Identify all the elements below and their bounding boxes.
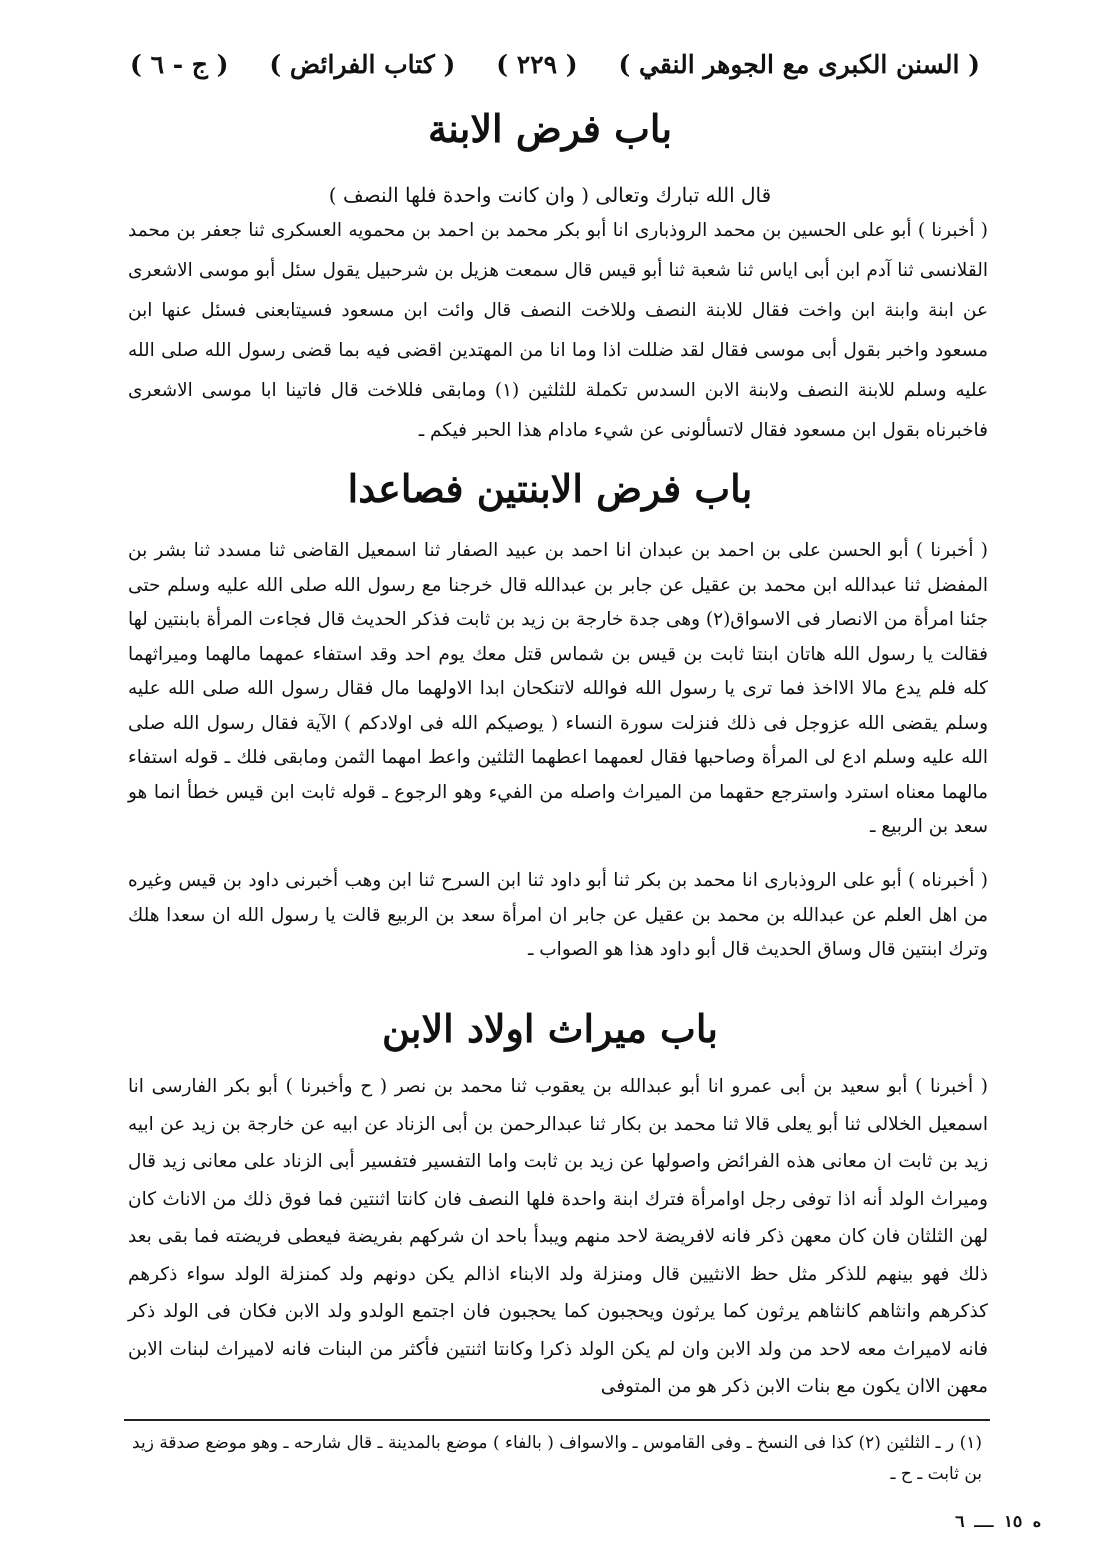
- quran-verse: قال الله تبارك وتعالى ( وان كانت واحدة فلها النصف ): [328, 183, 772, 207]
- paragraph: ( أخبرنا ) أبو الحسن على بن احمد بن عبدان انا احمد بن عبيد الصفار ثنا اسمعيل القاضى ثنا مسدد ثنا بشر بن المفضل ثنا عبدالله ابن محمد بن عقيل عن جابر بن عبدالله قال خرجنا مع رسول الله صلى الله عليه وسلم حتى جئنا امرأة من الانصار فى الاسواق(٢) وهى جدة خارجة بن زيد بن ثابت فذكر الحديث قال فجاءت المرأة بابنتين لها فقالت يا رسول الله هاتان ابنتا ثابت بن قيس بن شماس قتل معك يوم احد وقد استفاء عمهما مالهما وميراثهما كله فلم يدع مالا الااخذ فما ترى يا رسول الله فوالله لاتنكحان ابدا الاولهما مال فقال رسول الله صلى الله عليه وسلم يقضى الله عزوجل فى ذلك فنزلت سورة النساء ( يوصيكم الله فى اولادكم ) الآية فقال رسول الله صلى الله عليه وسلم ادع لى المرأة وصاحبها فقال لعمهما اعطهما الثلثين واعط امهما الثمن ومابقى فلك ـ قوله استفاء مالهما معناه استرد واسترجع حقهما من الميراث واصله من الفيء وهو الرجوع ـ قوله ثابت ابن قيس خطأ انما هو سعد بن الربيع ـ: [128, 540, 989, 837]
- section-title: باب فرض الابنة: [427, 106, 673, 151]
- footnote-separator: [124, 1419, 990, 1421]
- footnotes: (١) ر ـ الثلثين (٢) كذا فى النسخ ـ وفى القاموس ـ والاسواف ( بالفاء ) موضع بالمدينة ـ قال شارحه ـ وهو موضع صدقة زيد بن ثابت ـ ح ـ: [132, 1433, 982, 1484]
- paragraph: ( أخبرناه ) أبو على الروذبارى انا محمد بن بكر ثنا أبو داود ثنا ابن السرح ثنا ابن وهب أخبرنى داود بن قيس وغيره من اهل العلم عن عبدالله بن محمد بن عقيل عن جابر ان امرأة سعد بن الربيع قالت يا رسول الله ان سعدا هلك وترك ابنتين قال وساق الحديث قال أبو داود هذا هو الصواب ـ: [128, 870, 989, 960]
- chapter-name: ( كتاب الفرائض ): [269, 49, 456, 79]
- book-title: ( السنن الكبرى مع الجوهر النقي ): [618, 49, 980, 79]
- section-title: باب ميراث اولاد الابن: [382, 1006, 718, 1051]
- paragraph: ( أخبرنا ) أبو على الحسين بن محمد الروذبارى انا أبو بكر محمد بن احمد بن محمويه العسكرى ثنا جعفر بن محمد القلانسى ثنا آدم ابن أبى اياس ثنا شعبة ثنا أبو قيس قال سمعت هزيل بن شرحبيل يقول سئل أبو موسى الاشعرى عن ابنة وابنة ابن واخت فقال للابنة النصف وللاخت النصف قال وائت ابن مسعود فسيتابعنى فسئل عنها ابن مسعود واخبر بقول أبى موسى فقال لقد ضللت اذا وما انا من المهتدين اقضى فيه بما قضى رسول الله صلى الله عليه وسلم للابنة النصف ولابنة الابن السدس تكملة للثلثين (١) ومابقى فللاخت قال فاتينا ابا موسى الاشعرى فاخبرناه بقول ابن مسعود فقال لاتسألونى عن شيء مادام هذا الحبر فيكم ـ: [128, 220, 988, 441]
- page-number: ( ٢٢٩ ): [496, 49, 578, 79]
- paragraph: ( أخبرنا ) أبو سعيد بن أبى عمرو انا أبو عبدالله بن يعقوب ثنا محمد بن نصر ( ح وأخبرنا ) أبو بكر الفارسى انا اسمعيل الخلالى ثنا أبو يعلى قالا ثنا محمد بن بكار ثنا عبدالرحمن بن أبى الزناد عن ابيه عن خارجة بن زيد عن ابيه زيد بن ثابت ان معانى هذه الفرائض واصولها عن زيد بن ثابت واما التفسير فتفسير أبى الزناد على معانى زيد قال وميراث الولد أنه اذا توفى رجل اوامرأة فترك ابنة واحدة فلها النصف فان كانتا اثنتين فما فوق ذلك من الاناث كان لهن الثلثان فان كان معهن ذكر فانه لافريضة لاحد منهم ويبدأ باحد ان شركهم بفريضة فيعطى فريضته فما بقى بعد ذلك فهو بينهم للذكر مثل حظ الانثيين قال ومنزلة ولد الابناء اذالم يكن دونهم ولد كمنزلة الولد سواء ذكرهم كذكرهم وانثاهم كانثاهم يرثون كما يرثون ويحجبون كما يحجبون فان اجتمع الولدو ولد الابن فكان فى الولد ذكر فانه لاميراث معه لاحد من ولد الابن وان لم يكن الولد ذكرا وكانتا اثنتين فأكثر من البنات فانه لاميراث لبنات الابن معهن الاان يكون مع بنات الابن ذكر هو من المتوفى: [128, 1076, 988, 1397]
- running-header: [130, 40, 980, 88]
- printer-signature: ه ١٥ ــ ٦: [955, 1512, 1042, 1531]
- section-title: باب فرض الابنتين فصاعدا: [347, 466, 753, 511]
- volume-number: ( ج - ٦ ): [130, 49, 229, 79]
